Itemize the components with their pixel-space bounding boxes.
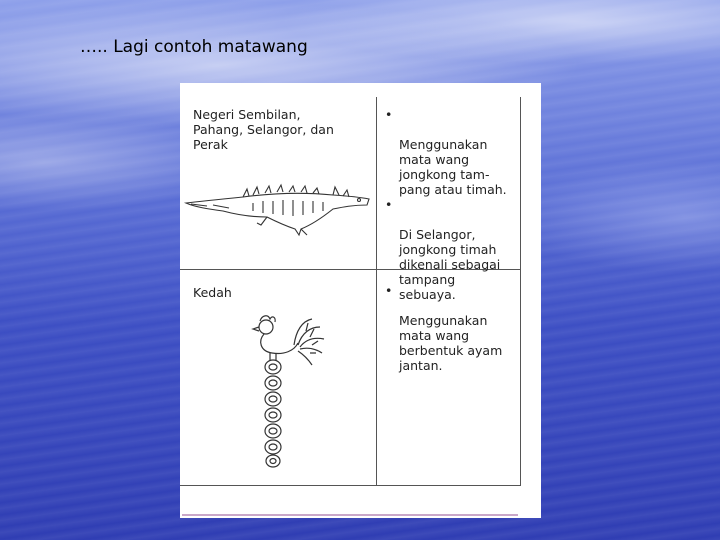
rooster-currency-icon xyxy=(242,311,332,471)
bullet-dot: • xyxy=(385,197,393,212)
bullet-item xyxy=(385,107,520,197)
bullet-text: Menggunakan mata wang jongkong tam- pang atau timah. xyxy=(399,137,507,197)
document-image xyxy=(180,83,541,518)
bullet-text: Di Selangor, jongkong timah dikenali sebagai tampang sebuaya. xyxy=(399,227,501,302)
table-divider-vertical xyxy=(376,97,377,485)
state-label: Negeri Sembilan, Pahang, Selangor, dan Perak xyxy=(193,107,334,152)
bullet-dot: • xyxy=(385,283,393,298)
bullet-text: Menggunakan mata wang berbentuk ayam jantan. xyxy=(399,313,503,373)
bullet-item xyxy=(385,283,520,373)
page-edge xyxy=(182,514,518,516)
description-bullets xyxy=(385,107,520,302)
slide-title: ….. Lagi contoh matawang xyxy=(80,37,308,57)
table-border-bottom xyxy=(180,485,521,486)
bullet-dot: • xyxy=(385,107,393,122)
crocodile-currency-icon xyxy=(183,181,373,239)
table-border-right xyxy=(520,97,521,485)
state-label: Kedah xyxy=(193,285,232,300)
description-bullets xyxy=(385,283,520,373)
